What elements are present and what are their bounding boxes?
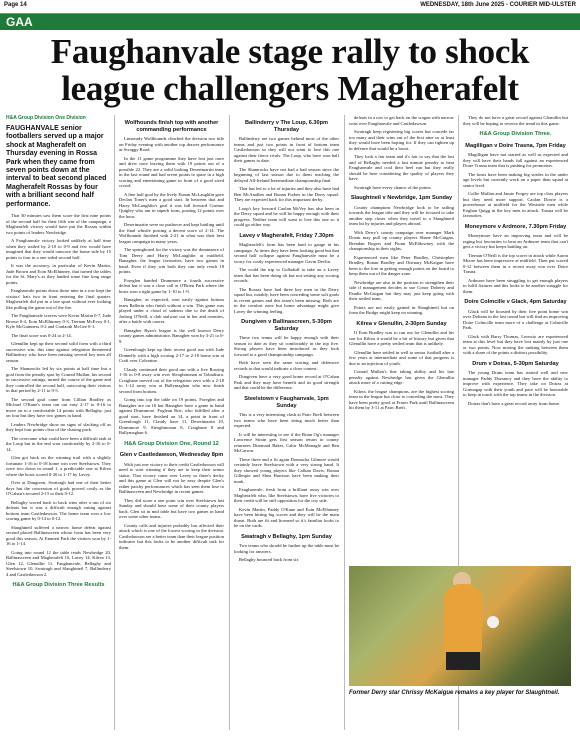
paragraph: The second goal came from Cillian Bradley as Michael O'Kane's team ran out easy 2-17 to 0-16 to move on to a comfortable 14 points with Bellaghy, just on four but they have two games in hand. bbox=[6, 396, 111, 419]
paragraph: Loup's key forward Caolan McVey has also been in the Derry squad and he will be happy enough with their progress. Neither team will want to lose this one so it could go either way. bbox=[234, 205, 339, 228]
paragraph: Faughanvale points down those nine in a row kept the visitors' hats two in front entering the final quarter. Magherafelt did put in a late spurt without ever looking like pulling the game out of the fire. bbox=[6, 288, 111, 310]
paragraph: Magherafelt's form has been hard to gauge in his campaign. At times they have been looking good but that second half collapse against Faughanvale must be a worry for costly experienced manager Gavin Devlin. bbox=[234, 242, 339, 264]
paragraph: Ballinderry are two games behind most of the other teams and just two points in front of bottom team Castledawson so they will not want to lose this one against their fierce rivals. The Loup, who have won half their games to date. bbox=[234, 136, 339, 164]
column-1-body bbox=[6, 213, 111, 577]
paragraph: Going into round 12 the table reads Newbridge 20, Ballinascreen and Magherafelt 16, Lavey 14, Kilrea 13, Glen 12, Glenullin 11, Faughanvale, Bellaghy and Steelstown 10, Swatragh and Slaughtneil 7, Ballinderry 4 and Castledawson 2. bbox=[6, 549, 111, 577]
column-divider bbox=[114, 115, 115, 730]
paragraph: It will be interesting to see if the Brian Og's manager Lawrence Strain gets first season return to county returnees Diarmaid Baker, Cahir McMonagle and Ben McCarron. bbox=[234, 431, 339, 454]
paragraph: Slaughtneil suffered a narrow home defeat against second placed Ballinascreen whose form has been very good this season. At Emmett Park the visitors won by 1-16 to 1-14. bbox=[6, 524, 111, 547]
paragraph: It was the accuracy, in particular of Kevin Martin, Jude Brown and Eoin McElhinney, that turned the tables for the St. Mary's as they landed some fine long range points. bbox=[6, 263, 111, 285]
paragraph: Magilligan have not started as well as expected and they will have their hands full against an experienced Doire Trasna team that is pushing for promotion. bbox=[463, 152, 568, 169]
fixture-heading: Magilligan v Doire Trasna, 7pm Friday bbox=[465, 142, 566, 149]
byline: H&A Group Division One Division bbox=[6, 115, 86, 121]
fixture-body bbox=[234, 412, 339, 529]
paragraph: With just one victory to their credit Castledawson will need to start winning if they are to keep their senior status. That victory came over Lavey so there's decky and this game at Glen will not be easy despite Glen's rather patchy performances which has seen them lose to Ballinascreen and Newbridge in recent games. bbox=[119, 461, 224, 495]
player-jersey bbox=[444, 584, 482, 654]
paragraph: The Rossas have had three key men in the Derry squad but, notably, have been conceding some soft goals in recent games and this team's been missing. Both are in the comfort zone but home advantage might give Lavey the winning feeling. bbox=[234, 286, 339, 314]
paragraph: Claudy continued their good run with a five Rowing 1-16 to 0-8 away win over Sleoghtnonan at Tobadistra. Craighane moved out of the relegation zero with a 2-18 to 1-14 away win at Ballymaghan who now finish second from bottom. bbox=[119, 366, 224, 394]
paragraph: The Faughanvale scorers were Kevin Martin 0-7, Jude Brown 0-4, Eoin McElhinney 0-3, Tiernan McEvoy 0-1, Kyle McGuinness 0-2 and Conlaoth McGee 0-1. bbox=[6, 313, 111, 330]
fixture-heading: Lavey v Magherafelt, Friday 7.30pm bbox=[239, 232, 334, 239]
fixture-body bbox=[234, 242, 339, 314]
column-2-subhead: H&A Group Division One, Round 12 bbox=[124, 440, 219, 447]
paragraph: This is a very interesting clash at Pairc Brefi between two teams who have been doing much better than expected. bbox=[234, 412, 339, 429]
lead-paragraph: FAUGHANVALE senior footballers served up a major shock at Magherafelt on Thursday evening in Rossa Park when they came from seven points down at the interval to beat second placed Magherafelt Rossas by four with a brilliant second half performance. bbox=[6, 125, 107, 208]
paragraph: The Shamrocks have not had a bad season since the beginning of last season due to them reaching the delayed All-Ireland Intermediate championship final. bbox=[234, 166, 339, 183]
fixture-body bbox=[463, 115, 568, 126]
fixture-heading: Kilrea v Glenullin, 2-30pm Sunday bbox=[356, 320, 447, 327]
paragraph: A fine half goal by the lively Eunan McLaughlin gave Declan Toner's men a good start. In between that and Harry McLaughlin's goal it was full forward Cormac Quigley who ran in superb form, posting 12 points over the hour. bbox=[119, 191, 224, 219]
paragraph: Glenullin kept up their second solid form with a third successive win, this time against relegation threatened Ballinderry who have been missing several key men all season. bbox=[6, 341, 111, 363]
paragraph: Faughanvale, fresh from a brilliant away win over Magherafelt who, like Steelstown, have five victories to their credit will be stiff opposition for the city side. bbox=[234, 487, 339, 504]
column-1-subhead: H&A Group Division Three Results bbox=[12, 582, 105, 589]
fixture-body bbox=[234, 136, 339, 228]
paragraph: Glack will be boosted by their five point home win over Doliana in the last round but will find an improving Doire Colmcille team more of a challenge at Colmcille Park. bbox=[463, 308, 568, 331]
paragraph: Over at Dungiven, Swatragh had one of their better days but the concession of goals proved costly as the O'Cahan's secured 2-15 to their 0-12. bbox=[6, 480, 111, 497]
fixture-heading: Ballinderry v The Loup, 6.30pm Thursday bbox=[245, 120, 328, 133]
paragraph: These two teams will be happy enough with their season to date as they sit comfortably in the top five. Strong players have been introduced as they look forward to a good championship campaign. bbox=[234, 335, 339, 357]
paragraph: The could the trip to Gulladuff to take on a Lavey team that has been doing ok but not setting any scoring records. bbox=[234, 267, 339, 284]
fixture-body bbox=[234, 543, 339, 563]
paragraph: The young Drum team has started well and new manager Paddy Dorrancy and they have the ability to improve with experience. They take on Doiras at Gortnagap with their youth and pace will be honorable to keep in touch with the top teams in the division. bbox=[463, 370, 568, 398]
paragraph: A Faughanvale victory looked unlikely at half time when they trailed by 2-10 to 0-9 and few would have imagined that they would outscore the home side by 15 points to four in a one sided second half. bbox=[6, 238, 111, 260]
paragraph: Newbridge are also in the position to strengthen their side if management decides to use Conor Doherty and Paudie McGuigan but they may just keep going with their settled team. bbox=[349, 279, 454, 302]
fixture-heading: Slaughtneil v Newbridge, 1pm Sunday bbox=[350, 195, 453, 201]
paragraph: Both have seen the same scoring and defensive records to that would indicate a close contest. bbox=[234, 360, 339, 371]
paragraph: With Derry's county campaign over manager Mark Doran may pull up county players Shane McGuigan, Brendan Rogers and Fionn McEldowney with the championship in their sights. bbox=[349, 229, 454, 252]
fixture-body bbox=[349, 330, 454, 411]
paragraph: In the 11 game programme they have lost just once and drew once leaving them with 19 points out of a possible 22. They are a solid looking Desertmartin team in the last round and had seven points to spare in a high scoring and entertaining game in front of a good sized crowd. bbox=[119, 155, 224, 189]
paragraph: Kilrea, the league champions, are the highest scoring team in the league but close to conceding the most. They have been pretty good at Fraser Park until Ballinascreen hit them by 3-11 at Pairc Brefi. bbox=[349, 388, 454, 411]
paragraph: They did score a one point win over Steelstown last Sunday and should have some of their county players back. Glen sit in mid table but have two games in hand over some other teams. bbox=[119, 497, 224, 520]
football bbox=[487, 616, 499, 628]
paragraph: Limavady Wolfhounds clinched the division two title on Friday evening with another top drawer performance at Scraggy Road. bbox=[119, 136, 224, 153]
paragraph: Greenlough kept up their recent good run with Jude Donnelly with a high scoring 2-17 to 2-18 home win at Craft over Coleraine. bbox=[119, 347, 224, 364]
column-2-body bbox=[119, 136, 224, 436]
column-2-match: Glen v Castledawson, Wednesday 8pm bbox=[119, 452, 224, 459]
paragraph: Swatragh have every chance of the points. bbox=[354, 184, 432, 190]
paragraph: Points are not easily gained in Slaughtneil but on form the Bridge might keep on winning. bbox=[349, 304, 454, 316]
paragraph: Ardmore have been struggling to get enough players to fulfil fixtures and this looks to be another struggle for them. bbox=[463, 277, 568, 294]
paragraph: Glack with Barry Thomas, Leoncio are experienced team at this level but they have lost mainly by just one or two points. Now mixing the ranking between them with a share of the points a distinct possibility. bbox=[463, 333, 568, 356]
paragraph: These three and a fit again Donnacha Gilmore would certainly leave Steelstown with a very strong hand. It they showed young players like Callum Davis, Ronan Gillespie and Shea Harrison have been making their mark. bbox=[234, 456, 339, 484]
fixture-heading: Dungiven v Ballinascreen, 5-30pm Saturday bbox=[241, 319, 332, 332]
paragraph: The overcame what could have been a difficult task at the Loup but in the end won comfortably by 2-16 to 0-14. bbox=[6, 435, 111, 452]
column-5 bbox=[463, 115, 568, 565]
column-2 bbox=[119, 115, 224, 735]
section-banner bbox=[0, 14, 580, 30]
paragraph: Doiras don't have a great record away from home. bbox=[468, 400, 561, 406]
fixture-body bbox=[463, 309, 568, 356]
paragraph: County champions Newbridge look to be sailing towards the league title and they will be focused to take another step closer when they travel to a Slaughtneil team hit by injuries and players abroad. bbox=[349, 204, 454, 227]
page-header bbox=[0, 0, 580, 14]
fixture-body bbox=[463, 370, 568, 406]
column-2-title: Wolfhounds finish top with another commanding performance bbox=[124, 120, 219, 133]
paragraph: Collie Mullan and Jamie Forgey are top class players but they need more support. Caolan Dorrie is a powerhouse at midfield for the Westside men while Eoghan Quigg in the key men in attack. Trasna will be favourites. bbox=[463, 191, 568, 219]
paragraph: The springboard for the victory was the dominance of Tom Deery and Harry McLaughlin at midfield. Banagher, the league favourites, have two games in hand. Even if they win both they can only reach 18 points. bbox=[119, 247, 224, 275]
paragraph: Leaders Newbridge show no signs of slacking off as they kept four points clear of the chasing pack. bbox=[6, 421, 111, 433]
fixture-body bbox=[349, 115, 454, 190]
fixture-heading: Steelstown v Faughanvale, 1pm Sunday bbox=[244, 395, 329, 409]
column-2-body-2 bbox=[119, 462, 224, 551]
fixture-heading: Swatragh v Bellaghy, 1pm Sunday bbox=[241, 533, 332, 540]
player-photo bbox=[349, 566, 571, 686]
page-number: Page 14 bbox=[4, 2, 27, 8]
paragraph: Moneymore have an improving team and will be raging hot favourites to beat an Ardmore team that can't gets a victory but keeps battling on. bbox=[463, 233, 568, 250]
paragraph: Desertmartin were no pushover and kept battling until the final whistle posting a decent score of 2-14. The Wolfhounds finished with 2-21 in what was their best league campaign in many years. bbox=[119, 222, 224, 244]
paragraph: That 30 minutes saw them score the first nine points of the second half for their fifth win of the campaign, a Magherafelt victory would have put the Rossas within two points of leaders Newbridge. bbox=[6, 213, 111, 235]
fixture-body bbox=[349, 205, 454, 316]
fixture-body bbox=[234, 335, 339, 391]
paragraph: Foreglen handed Drummore a fourth successive defeat but it was a close call at O'Brien Park where the hosts won a tight game by 1-10 to 1-9. bbox=[119, 277, 224, 294]
paragraph: That has led to a lot of injuries and they also have had Ben McAnallen and Ronan Forbes in the Derry squad. They are expected back for this important derby. bbox=[234, 186, 339, 203]
paragraph: Conrad Mullan's fine taking ability and his late penalty against Newbridge has given the Glenullin attack more of a cutting edge. bbox=[349, 369, 454, 386]
paragraph: Kevin Martin, Paddy O'Kane and Eoin McElhinney have been hitting big scores and they will be the main threat. Both are fit and licensed so it's familiar looks to be on the cards. bbox=[234, 506, 339, 529]
column-divider bbox=[344, 115, 345, 730]
paragraph: Experienced men like Peter Bradley, Christopher Bradley, Ronan Bradley and Oisinary McKaigue have been to the fore in getting enough points on the board to keep them out of the danger zone. bbox=[349, 254, 454, 277]
paragraph: Dungiven have a very good home record at O'Cahan Park and they may have benefit and its good strength and that could be the difference. bbox=[234, 374, 339, 391]
column-1 bbox=[6, 115, 111, 735]
paragraph: They look a fair team and it's fair to say that the last and of Bellaghy needed a last minute penalty to beat Faughanvale and cool their heel run but they really should be here considering the quality of players they have. bbox=[349, 154, 454, 181]
paragraph: Bellaghy bounced back from six bbox=[239, 557, 299, 563]
paragraph: Glen got back on the winning trail with a slightly fortunate 1-16 to 0-18 home win over Steelstown. They were two down in round 1, a predictable one at Kilrea where the hosts scored 0-20 to 1-17 by Lavey. bbox=[6, 455, 111, 477]
paragraph: The Shamrocks led by six points at half time but a goal from the penalty spot by Conrad Mullan, his second in successive outings, turned the course of the game and they controlled the second half, outscoring their visitors in that period by 2-11 to 0-5. bbox=[6, 366, 111, 394]
paragraph: County calls and injuries probably has affected their attack which is one of the lowest scoring in the division. Castledawson are a better team than their league position indicates but this looks to be another difficult task for them. bbox=[119, 522, 224, 550]
column-divider bbox=[229, 115, 230, 730]
paragraph: Swatragh keep registering big scores but concede far too many and their wins out of the first nine so at least they would have been hoping for. If they can tighten up in defence that would be a boost. bbox=[349, 129, 454, 151]
paragraph: defeats in a row to get back on the wagon with narrow wins over Faughanvale and Castledawson. bbox=[349, 115, 454, 126]
fixture-heading: Drum v Doiras, 5-30pm Saturday bbox=[472, 360, 559, 367]
division-heading: H&A Group Division Three. bbox=[479, 131, 552, 137]
paragraph: Tiernan O'Neill is the top scorer in attack while Aaron Moore has been impressive at midfield. Then put scored 0-12 between them in a recent away win over Doire Trasna. bbox=[463, 252, 568, 275]
fixture-body bbox=[463, 233, 568, 294]
paragraph: Two teams who should be further up the table must be looking for answers. bbox=[234, 543, 339, 554]
paragraph: Going into top the table on 19 points, Foreglen and Banagher are on 16 but Banagher have a game in hand against Drummore. Foglean Roe, who fulfilled after a good start, have finished on 14, a point in front of Greenlough 11, Claudy have 11, Desertmartin 10, Drummore 9, Sleoghtnonan 8, Craigbane 8 and Ballymaghan 6. bbox=[119, 397, 224, 436]
paragraph: If Eoin Bradley was to run out for Glenullin and his son for Kilrea it would be a bit of history but given that Glenullin have a pretty settled team that is unlikely. bbox=[349, 330, 454, 347]
headline: Faughanvale stage rally to shock league challengers Magherafelt bbox=[50, 32, 530, 108]
column-3 bbox=[234, 115, 339, 735]
issue-date: WEDNESDAY, 18th June 2025 - COURIER MID-ULSTER bbox=[420, 2, 576, 8]
paragraph: They do not have a great record against Glenullin but they will be hoping to reverse the trend in this game. bbox=[463, 115, 568, 126]
section-label: GAA bbox=[6, 15, 33, 29]
paragraph: Banagher, as expected, won easily against bottom team Ballerin who finish without a win. This game was played under a cloud of sadness due to the death of Jarlaog O'Neill, a club stalwart out in her and twenties, after a battle with cancer. bbox=[119, 297, 224, 325]
paragraph: Glenullin have settled in well to senior football after a few years at intermediate and some of that progress is due to an injection of youth. bbox=[349, 349, 454, 366]
paragraph: The hosts have been making big strides in the under age levels but currently work on a paper than squad at senior level. bbox=[463, 171, 568, 188]
fixture-heading: Doire Colmcille v Glack, 4pm Saturday bbox=[464, 299, 567, 306]
fixture-body bbox=[463, 152, 568, 219]
paragraph: The final score was 0-24 to 2-14. bbox=[11, 332, 72, 338]
paragraph: Banagher Ryan's league is the well known Derry county games administrator. Banagher won by 3-21 to 0-9. bbox=[119, 327, 224, 344]
paragraph: Bellaghy scored back to back wins after a run of six defeats but it was a difficult enough outing against bottom team Castledawson. The home team won a low scoring game by 0-14 to 0-12. bbox=[6, 499, 111, 522]
player-shorts bbox=[446, 652, 480, 670]
fixture-heading: Moneymore v Ardmore, 7.30pm Friday bbox=[464, 223, 567, 230]
photo-caption: Former Derry star Chrissy McKaigue remains a key player for Slaughtneil. bbox=[349, 690, 560, 696]
column-4 bbox=[349, 115, 454, 565]
